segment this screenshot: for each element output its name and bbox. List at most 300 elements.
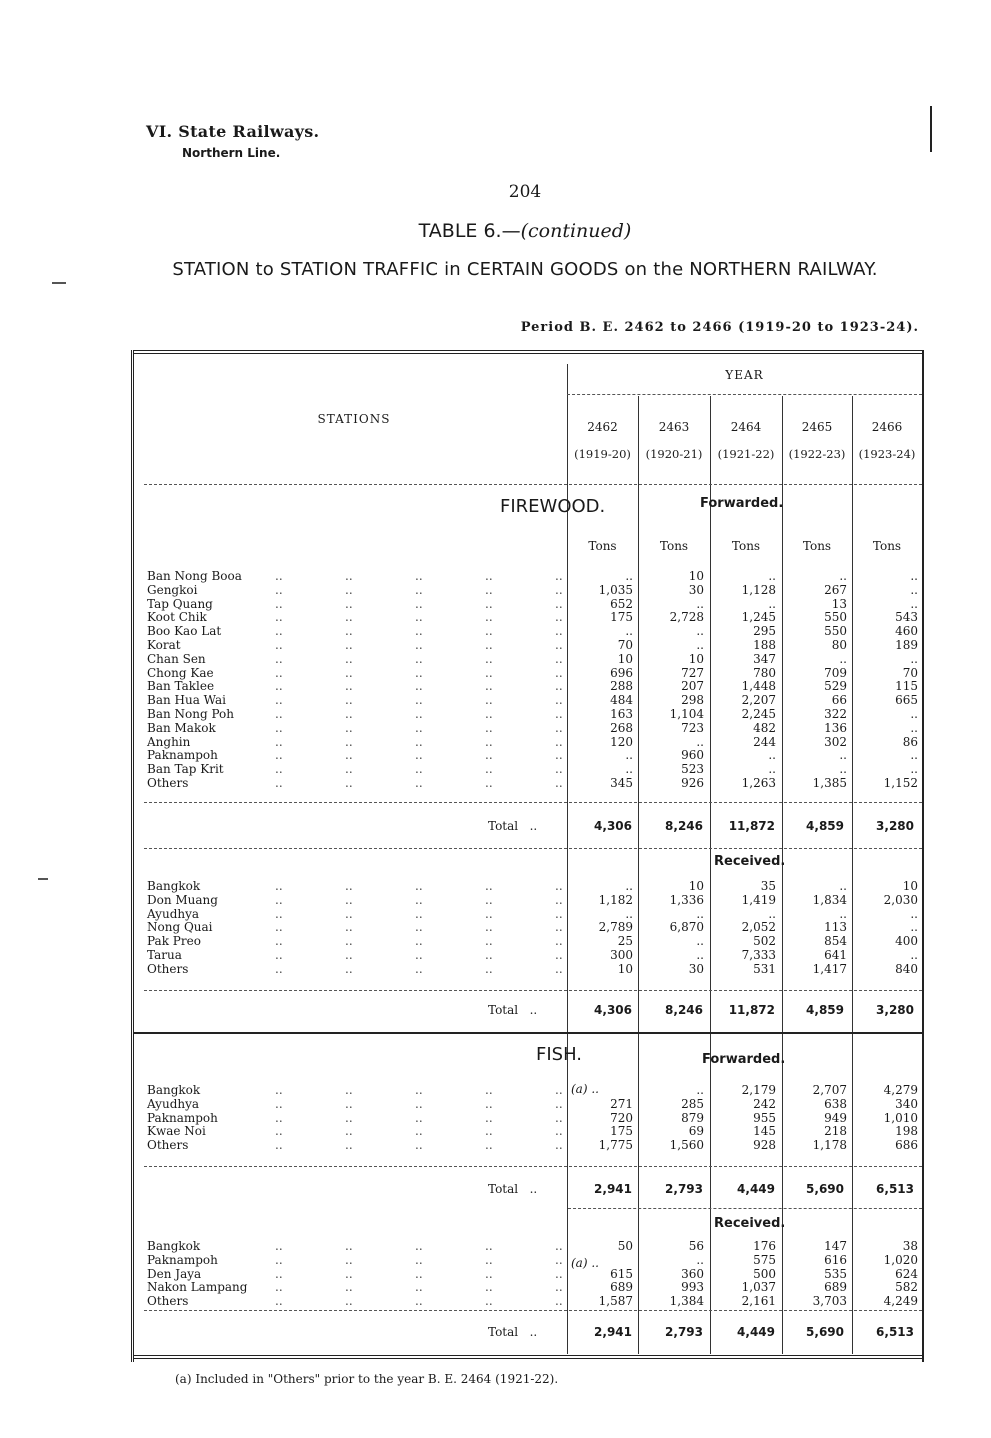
value-cell: 482 (753, 720, 776, 735)
fish-title: FISH. (536, 1044, 583, 1065)
value-cell: 624 (895, 1266, 918, 1281)
station-name: Ban Makok (147, 720, 216, 735)
value-cell: 6,870 (669, 920, 704, 935)
leader-dots: .. (555, 1124, 563, 1139)
value-cell: 689 (610, 1280, 633, 1295)
leader-dots: .. (485, 1138, 493, 1153)
year-be-2462: 2462 (587, 420, 618, 434)
year-ce-2462: (1919-20) (574, 447, 631, 461)
leader-dots: .. (415, 1239, 423, 1253)
leader-dots: .. (485, 707, 493, 721)
leader-dots: .. (345, 651, 353, 666)
value-cell: 7,333 (741, 948, 776, 962)
firewood-title: FIREWOOD. (500, 496, 606, 517)
leader-dots: .. (345, 582, 353, 597)
value-cell: .. (768, 906, 776, 921)
leader-dots: .. (555, 679, 563, 694)
table-row (147, 707, 937, 721)
leader-dots: .. (485, 1252, 493, 1267)
leader-dots: .. (345, 624, 353, 639)
value-cell: .. (696, 934, 704, 949)
section-heading: VI. State Railways. (146, 122, 320, 141)
value-cell: 163 (610, 707, 633, 721)
leader-dots: .. (555, 1280, 563, 1295)
table-row (147, 693, 937, 707)
value-cell: 4,249 (883, 1294, 918, 1309)
value-cell: 302 (824, 734, 847, 749)
value-cell: 70 (617, 638, 633, 652)
leader-dots: .. (485, 1294, 493, 1309)
leader-dots: .. (415, 1138, 423, 1153)
value-cell: 69 (688, 1124, 704, 1139)
value-cell: 25 (617, 934, 633, 949)
value-cell: 1,020 (883, 1252, 918, 1267)
leader-dots: .. (555, 1110, 563, 1125)
leader-dots: .. (415, 734, 423, 749)
value-cell: 347 (753, 651, 776, 666)
station-name: Others (147, 776, 189, 790)
value-cell: .. (696, 596, 704, 611)
total-rule (144, 990, 922, 991)
leader-dots: .. (555, 1083, 563, 1097)
subsection-heading: Northern Line. (182, 146, 281, 160)
value-cell: 13 (831, 596, 847, 611)
leader-dots: .. (415, 1124, 423, 1139)
value-cell: 56 (688, 1239, 704, 1253)
value-cell: .. (768, 762, 776, 777)
unit-label: Tons (802, 539, 832, 553)
value-cell: 949 (824, 1110, 847, 1125)
leader-dots: .. (345, 1138, 353, 1153)
leader-dots: .. (485, 776, 493, 790)
table-row (147, 1239, 937, 1253)
year-be-2463: 2463 (658, 420, 690, 434)
leader-dots: .. (275, 1239, 283, 1253)
leader-dots: .. (415, 762, 423, 777)
value-cell: 242 (753, 1096, 776, 1111)
leader-dots: .. (275, 892, 283, 907)
value-cell: 176 (753, 1239, 776, 1253)
leader-dots: .. (485, 1266, 493, 1281)
station-name: Chong Kae (147, 665, 214, 680)
station-name: Anghin (147, 734, 191, 749)
leader-dots: .. (275, 693, 283, 708)
leader-dots: .. (555, 776, 563, 790)
table-row (147, 1124, 937, 1138)
value-cell: 665 (895, 693, 918, 708)
leader-dots: .. (555, 748, 563, 763)
table-title: STATION to STATION TRAFFIC in CERTAIN GOODS on the NORTHERN RAILWAY. (172, 259, 878, 280)
total-rule (144, 1310, 922, 1311)
leader-dots: .. (345, 707, 353, 721)
station-name: Don Muang (147, 892, 218, 907)
leader-dots: .. (485, 665, 493, 680)
value-cell: 1,152 (883, 776, 918, 790)
leader-dots: .. (485, 1110, 493, 1125)
value-cell: .. (910, 920, 918, 935)
leader-dots: .. (415, 693, 423, 708)
value-cell: 298 (681, 693, 704, 708)
leader-dots: .. (415, 638, 423, 652)
period-label: Period B. E. 2462 to 2466 (1919-20 to 1923-24). (520, 320, 919, 335)
value-cell: 780 (753, 665, 776, 680)
station-name: Ban Taklee (147, 679, 215, 694)
leader-dots: .. (275, 961, 283, 976)
table-top-rule (134, 353, 922, 354)
value-cell: 523 (681, 762, 704, 777)
table-row (147, 1097, 937, 1111)
value-cell: 1,245 (741, 610, 776, 625)
fish-forwarded-note: (a) .. (571, 1082, 599, 1096)
fish-forwarded-total-label: Total .. (488, 1182, 538, 1196)
leader-dots: .. (275, 762, 283, 777)
firewood-received-label: Received. (714, 854, 786, 869)
value-cell: 1,182 (598, 892, 633, 907)
value-cell: 993 (681, 1280, 704, 1295)
table-row (147, 907, 937, 921)
value-cell: 641 (824, 948, 847, 962)
table-row (147, 1111, 937, 1125)
leader-dots: .. (275, 1124, 283, 1139)
value-cell: 3,703 (812, 1294, 847, 1309)
leader-dots: .. (275, 638, 283, 652)
value-cell: .. (910, 906, 918, 921)
leader-dots: .. (485, 610, 493, 625)
footnote: (a) Included in "Others" prior to the year B. E. 2464 (1921-22). (175, 1372, 559, 1386)
value-cell: 1,037 (741, 1280, 776, 1295)
firewood-received-total-2466: 3,280 (876, 1003, 914, 1017)
value-cell: 1,417 (812, 961, 847, 976)
fish-forwarded-label: Forwarded. (702, 1052, 786, 1067)
firewood-forwarded-total-2466: 3,280 (876, 819, 914, 833)
table-row (147, 597, 937, 611)
value-cell: 543 (895, 610, 918, 625)
value-cell: 340 (895, 1096, 918, 1111)
value-cell: 50 (617, 1239, 633, 1253)
firewood-received-total-2464: 11,872 (728, 1003, 775, 1017)
value-cell: 840 (895, 961, 918, 976)
leader-dots: .. (485, 734, 493, 749)
fish-received-total-2463: 2,793 (665, 1325, 703, 1339)
unit-label: Tons (872, 539, 902, 553)
value-cell: 10 (688, 879, 704, 893)
table-row (147, 583, 937, 597)
table-row (147, 962, 937, 976)
station-name: Nakon Lampang (147, 1280, 248, 1295)
leader-dots: .. (485, 892, 493, 907)
leader-dots: .. (415, 707, 423, 721)
leader-dots: .. (345, 638, 353, 652)
value-cell: 115 (895, 679, 918, 694)
leader-dots: .. (275, 776, 283, 790)
leader-dots: .. (345, 665, 353, 680)
leader-dots: .. (345, 734, 353, 749)
station-name: Den Jaya (147, 1266, 202, 1281)
table-row (147, 652, 937, 666)
leader-dots: .. (275, 906, 283, 921)
leader-dots: .. (345, 892, 353, 907)
leader-dots: .. (275, 748, 283, 763)
value-cell: .. (910, 569, 918, 583)
leader-dots: .. (415, 610, 423, 625)
value-cell: .. (696, 1083, 704, 1097)
station-name: Others (147, 1294, 189, 1309)
leader-dots: .. (345, 693, 353, 708)
leader-dots: .. (345, 948, 353, 962)
leader-dots: .. (345, 762, 353, 777)
header-rule (144, 484, 922, 485)
station-name: Bangkok (147, 1239, 201, 1253)
value-cell: .. (839, 906, 847, 921)
leader-dots: .. (415, 624, 423, 639)
table-row (147, 638, 937, 652)
leader-dots: .. (555, 707, 563, 721)
leader-dots: .. (275, 934, 283, 949)
station-name: Bangkok (147, 1083, 201, 1097)
fish-received-total-2466: 6,513 (876, 1325, 914, 1339)
leader-dots: .. (275, 879, 283, 893)
fish-received-note: (a) .. (571, 1256, 599, 1270)
value-cell: 1,834 (812, 892, 847, 907)
table-row (147, 666, 937, 680)
leader-dots: .. (555, 1096, 563, 1111)
leader-dots: .. (345, 1280, 353, 1295)
leader-dots: .. (555, 1266, 563, 1281)
fish-forwarded-total-2463: 2,793 (665, 1182, 703, 1196)
station-name: Paknampoh (147, 748, 218, 763)
leader-dots: .. (275, 734, 283, 749)
value-cell: .. (625, 748, 633, 763)
station-name: Tap Quang (147, 596, 213, 611)
value-cell: 2,030 (883, 892, 918, 907)
station-name: Korat (147, 638, 181, 652)
table-bottom-rule (134, 1358, 922, 1359)
leader-dots: .. (555, 762, 563, 777)
leader-dots: .. (345, 1252, 353, 1267)
table-row (147, 1267, 937, 1281)
value-cell: .. (910, 582, 918, 597)
leader-dots: .. (415, 1266, 423, 1281)
value-cell: .. (839, 569, 847, 583)
leader-dots: .. (275, 569, 283, 583)
leader-dots: .. (275, 1083, 283, 1097)
table-row (147, 1083, 937, 1097)
value-cell: 10 (617, 651, 633, 666)
year-ce-2466: (1923-24) (858, 447, 916, 461)
value-cell: 616 (824, 1252, 847, 1267)
table-row (147, 1280, 937, 1294)
value-cell: .. (768, 569, 776, 583)
value-cell: 288 (610, 679, 633, 694)
leader-dots: .. (485, 569, 493, 583)
table-top-rule (134, 350, 922, 351)
leader-dots: .. (415, 569, 423, 583)
value-cell: .. (625, 624, 633, 639)
value-cell: 960 (681, 748, 704, 763)
value-cell: 1,035 (598, 582, 633, 597)
value-cell: .. (910, 762, 918, 777)
leader-dots: .. (555, 1294, 563, 1309)
fish-forwarded-total-2466: 6,513 (876, 1182, 914, 1196)
value-cell: .. (839, 879, 847, 893)
fish-forwarded-total-2465: 5,690 (806, 1182, 844, 1196)
value-cell: 360 (681, 1266, 704, 1281)
leader-dots: .. (555, 624, 563, 639)
station-name: Others (147, 1138, 189, 1153)
table-row (147, 721, 937, 735)
value-cell: 80 (831, 638, 847, 652)
leader-dots: .. (555, 569, 563, 583)
value-cell: 198 (895, 1124, 918, 1139)
table-row (147, 762, 937, 776)
leader-dots: .. (415, 720, 423, 735)
value-cell: 4,279 (883, 1083, 918, 1097)
station-name: Gengkoi (147, 582, 198, 597)
leader-dots: .. (345, 879, 353, 893)
value-cell: 727 (681, 665, 704, 680)
value-cell: 2,179 (741, 1083, 776, 1097)
value-cell: 879 (681, 1110, 704, 1125)
value-cell: .. (625, 879, 633, 893)
leader-dots: .. (555, 879, 563, 893)
value-cell: 10 (902, 879, 918, 893)
value-cell: 723 (681, 720, 704, 735)
firewood-forwarded-total-2462: 4,306 (594, 819, 632, 833)
value-cell: 66 (831, 693, 847, 708)
value-cell: 955 (753, 1110, 776, 1125)
leader-dots: .. (275, 1110, 283, 1125)
value-cell: 1,385 (812, 776, 847, 790)
value-cell: .. (910, 707, 918, 721)
table-row (147, 748, 937, 762)
firewood-forwarded-total-2464: 11,872 (728, 819, 775, 833)
year-be-2466: 2466 (871, 420, 903, 434)
leader-dots: .. (275, 610, 283, 625)
value-cell: .. (696, 1252, 704, 1267)
leader-dots: .. (275, 665, 283, 680)
value-cell: 267 (824, 582, 847, 597)
leader-dots: .. (345, 1124, 353, 1139)
value-cell: 86 (902, 734, 918, 749)
fish-received-total-2465: 5,690 (806, 1325, 844, 1339)
leader-dots: .. (485, 762, 493, 777)
leader-dots: .. (485, 720, 493, 735)
value-cell: 300 (610, 948, 633, 962)
station-name: Others (147, 961, 189, 976)
fish-received-total-label: Total .. (488, 1325, 538, 1339)
leader-dots: .. (555, 638, 563, 652)
station-name: Ayudhya (147, 1096, 200, 1111)
firewood-forwarded-total-2465: 4,859 (806, 819, 844, 833)
year-be-2465: 2465 (801, 420, 833, 434)
value-cell: .. (625, 569, 633, 583)
value-cell: 460 (895, 624, 918, 639)
value-cell: 1,419 (741, 892, 776, 907)
value-cell: 30 (688, 582, 704, 597)
leader-dots: .. (275, 651, 283, 666)
value-cell: 1,448 (741, 679, 776, 694)
station-name: Ban Nong Poh (147, 707, 235, 721)
value-cell: 271 (610, 1096, 633, 1111)
value-cell: .. (910, 720, 918, 735)
leader-dots: .. (275, 582, 283, 597)
table-row (147, 1294, 937, 1308)
leader-dots: .. (415, 1083, 423, 1097)
leader-dots: .. (345, 1266, 353, 1281)
station-name: Kwae Noi (147, 1124, 206, 1139)
value-cell: .. (910, 651, 918, 666)
value-cell: 1,560 (669, 1138, 704, 1153)
table-row (147, 776, 937, 790)
value-cell: 531 (753, 961, 776, 976)
leader-dots: .. (415, 679, 423, 694)
firewood-forwarded-label: Forwarded. (700, 496, 784, 511)
value-cell: 147 (824, 1239, 847, 1253)
leader-dots: .. (485, 679, 493, 694)
station-name: Pak Preo (147, 934, 201, 949)
leader-dots: .. (485, 596, 493, 611)
leader-dots: .. (345, 679, 353, 694)
leader-dots: .. (555, 934, 563, 949)
value-cell: 295 (753, 624, 776, 639)
leader-dots: .. (275, 596, 283, 611)
year-ce-2464: (1921-22) (717, 447, 775, 461)
table-continued: (continued) (520, 220, 632, 242)
leader-dots: .. (415, 776, 423, 790)
leader-dots: .. (415, 748, 423, 763)
leader-dots: .. (555, 610, 563, 625)
leader-dots: .. (345, 1294, 353, 1309)
value-cell: .. (839, 762, 847, 777)
leader-dots: .. (555, 651, 563, 666)
leader-dots: .. (485, 1124, 493, 1139)
value-cell: 550 (824, 624, 847, 639)
leader-dots: .. (415, 1252, 423, 1267)
leader-dots: .. (555, 920, 563, 935)
leader-dots: .. (275, 1138, 283, 1153)
value-cell: .. (696, 906, 704, 921)
value-cell: 686 (895, 1138, 918, 1153)
station-name: Tarua (147, 948, 182, 962)
value-cell: 2,207 (741, 693, 776, 708)
leader-dots: .. (345, 720, 353, 735)
leader-dots: .. (345, 610, 353, 625)
fish-received-label: Received. (714, 1216, 786, 1231)
leader-dots: .. (275, 707, 283, 721)
leader-dots: .. (415, 1280, 423, 1295)
leader-dots: .. (415, 665, 423, 680)
value-cell: 322 (824, 707, 847, 721)
year-ce-2465: (1922-23) (788, 447, 846, 461)
total-rule (144, 802, 922, 803)
leader-dots: .. (345, 748, 353, 763)
leader-dots: .. (485, 1239, 493, 1253)
value-cell: 268 (610, 720, 633, 735)
leader-dots: .. (415, 1294, 423, 1309)
leader-dots: .. (555, 582, 563, 597)
value-cell: 689 (824, 1280, 847, 1295)
value-cell: 145 (753, 1124, 776, 1139)
value-cell: .. (839, 748, 847, 763)
station-name: Bangkok (147, 879, 201, 893)
firewood-received-total-label: Total .. (488, 1003, 538, 1017)
value-cell: 529 (824, 679, 847, 694)
value-cell: 1,104 (669, 707, 704, 721)
leader-dots: .. (415, 1096, 423, 1111)
value-cell: 2,245 (741, 707, 776, 721)
value-cell: 2,052 (741, 920, 776, 935)
leader-dots: .. (415, 906, 423, 921)
